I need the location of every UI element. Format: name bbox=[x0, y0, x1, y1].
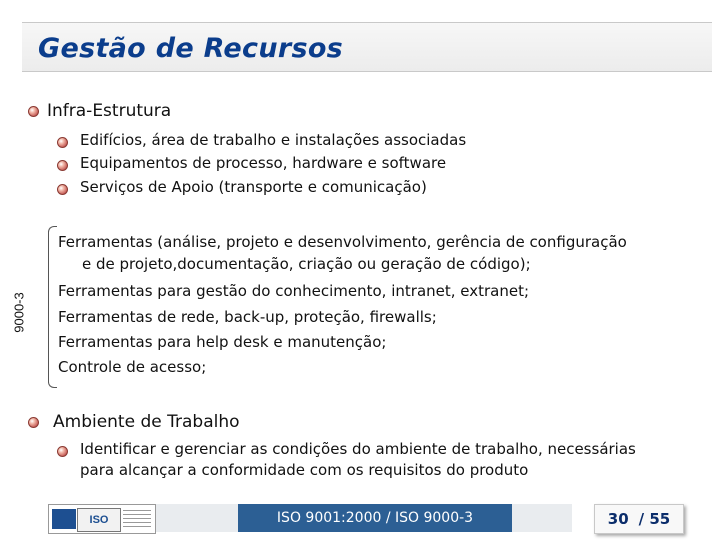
tools-line: Controle de acesso; bbox=[58, 358, 207, 376]
section-heading-infraestrutura: Infra-Estrutura bbox=[47, 101, 172, 121]
bullet-icon bbox=[28, 417, 39, 428]
tools-bracket bbox=[48, 226, 57, 388]
footer-right-bar bbox=[512, 504, 572, 532]
page-total: / 55 bbox=[638, 510, 671, 528]
list-item: Equipamentos de processo, hardware e software bbox=[80, 154, 447, 172]
tools-line: Ferramentas (análise, projeto e desenvolvimento, gerência de configuração bbox=[58, 233, 627, 251]
bullet-icon bbox=[57, 137, 68, 148]
list-item: Serviços de Apoio (transporte e comunicação) bbox=[80, 178, 427, 196]
bullet-icon bbox=[57, 184, 68, 195]
logo-blue-block bbox=[52, 509, 76, 529]
footer-standard: ISO 9001:2000 / ISO 9000-3 bbox=[238, 504, 512, 532]
bracket-label: 9000-3 bbox=[11, 292, 27, 333]
page-current: 30 bbox=[607, 510, 629, 528]
section-heading-ambiente: Ambiente de Trabalho bbox=[53, 412, 240, 432]
bullet-icon bbox=[28, 106, 39, 117]
tools-line: e de projeto,documentação, criação ou geração de código); bbox=[82, 255, 531, 273]
list-item: Identificar e gerenciar as condições do ambiente de trabalho, necessárias bbox=[80, 440, 636, 458]
list-item: Edifícios, área de trabalho e instalações associadas bbox=[80, 131, 467, 149]
list-item: para alcançar a conformidade com os requisitos do produto bbox=[80, 461, 529, 479]
bullet-icon bbox=[57, 160, 68, 171]
page-number bbox=[594, 504, 684, 534]
footer-left-bar bbox=[156, 504, 238, 532]
iso-logo bbox=[48, 504, 156, 534]
logo-text-lines bbox=[123, 510, 151, 528]
bullet-icon bbox=[57, 446, 68, 457]
iso-logo-mark: ISO bbox=[77, 508, 121, 532]
tools-line: Ferramentas de rede, back-up, proteção, firewalls; bbox=[58, 308, 437, 326]
slide-title: Gestão de Recursos bbox=[38, 33, 344, 64]
tools-line: Ferramentas para help desk e manutenção; bbox=[58, 333, 387, 351]
tools-line: Ferramentas para gestão do conhecimento, intranet, extranet; bbox=[58, 282, 530, 300]
